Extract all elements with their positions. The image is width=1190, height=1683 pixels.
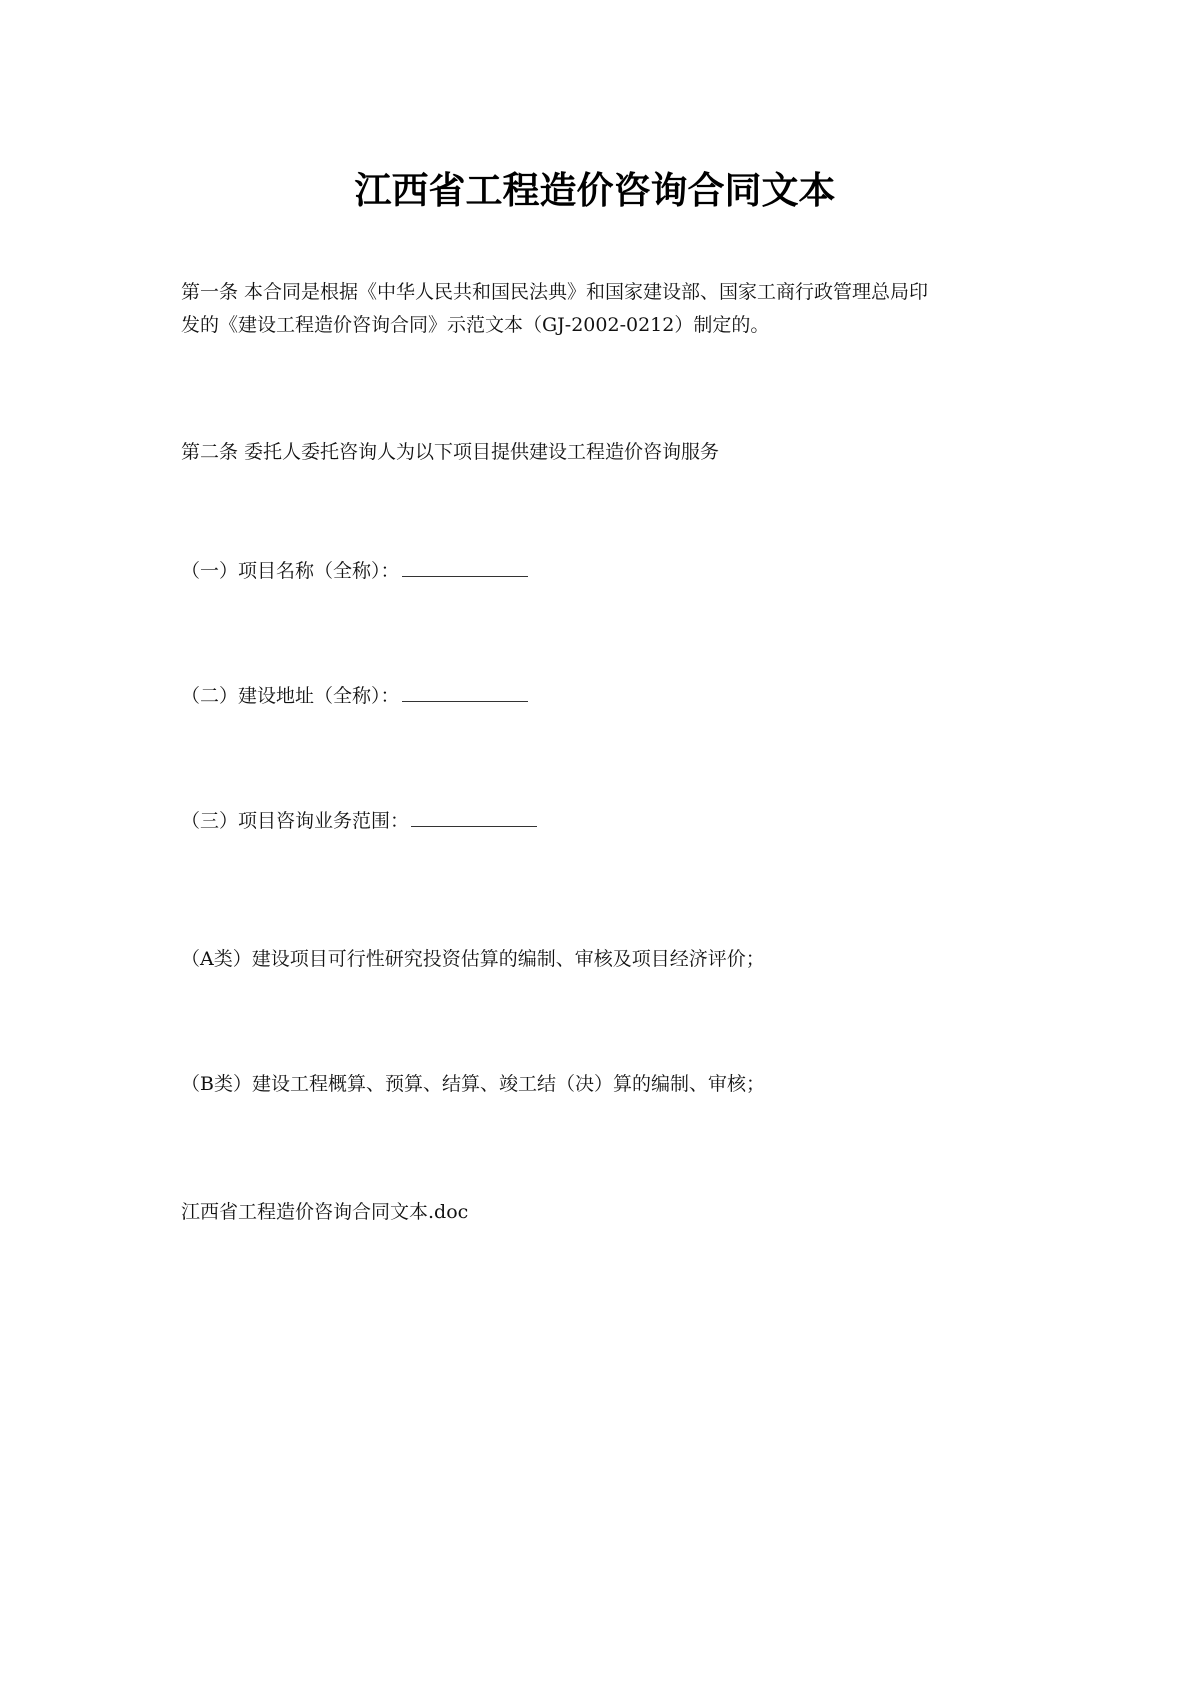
article-1-line-2: 发的《建设工程造价咨询合同》示范文本（GJ-2002-0212）制定的。 [181,314,770,336]
field-project-name [181,555,1021,588]
footer-filename: 江西省工程造价咨询合同文本.doc [181,1201,469,1223]
article-2: 第二条 委托人委托咨询人为以下项目提供建设工程造价咨询服务 [181,441,720,463]
field-consulting-scope-label: （三）项目咨询业务范围： [181,810,410,832]
field-project-name-blank[interactable] [402,557,528,577]
field-consulting-scope-blank[interactable] [411,807,537,827]
field-construction-address-label: （二）建设地址（全称）： [181,685,400,707]
field-construction-address-blank[interactable] [402,682,528,702]
category-b: （B类）建设工程概算、预算、结算、竣工结（决）算的编制、审核； [181,1073,765,1095]
field-construction-address [181,680,1021,713]
article-1-line-1: 第一条 本合同是根据《中华人民共和国民法典》和国家建设部、国家工商行政管理总局印 [181,281,929,303]
field-project-name-label: （一）项目名称（全称）： [181,560,400,582]
category-a: （A类）建设项目可行性研究投资估算的编制、审核及项目经济评价； [181,948,765,970]
document-title: 江西省工程造价咨询合同文本 [354,168,836,212]
field-consulting-scope [181,805,1021,838]
